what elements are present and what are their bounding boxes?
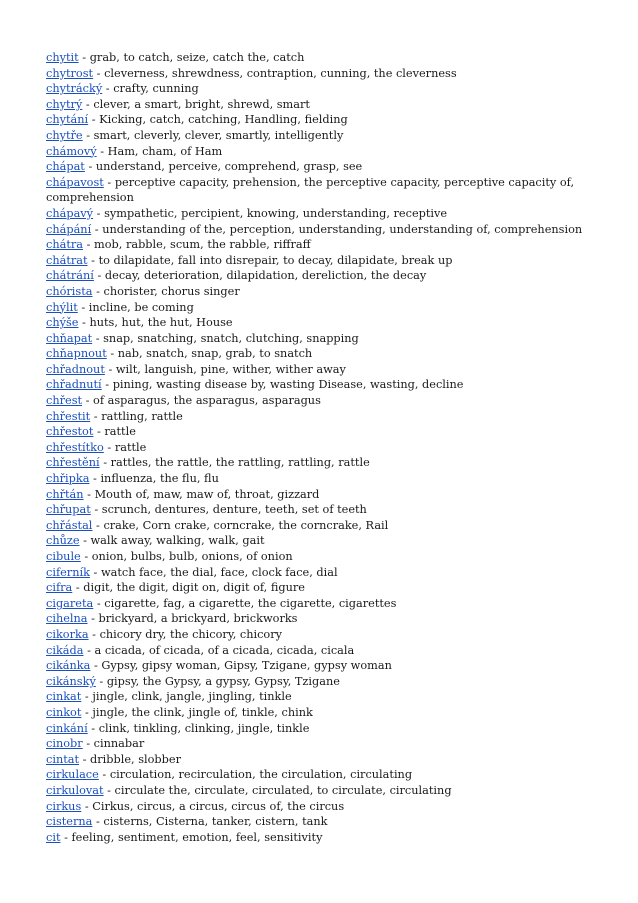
definition-text: nab, snatch, snap, grab, to snatch <box>117 347 313 361</box>
entry-list <box>46 50 606 845</box>
definition-text: Cirkus, circus, a circus, circus of, the circus <box>92 799 345 813</box>
separator: - <box>83 238 95 252</box>
headword-link[interactable]: cinkat <box>46 690 82 704</box>
separator: - <box>93 66 105 80</box>
definition-text: rattle <box>114 440 147 454</box>
dictionary-entry <box>46 284 606 300</box>
definition-text: cisterns, Cisterna, tanker, cistern, tank <box>103 815 328 829</box>
definition-text: watch face, the dial, face, clock face, dial <box>100 565 338 579</box>
headword-link[interactable]: cikorka <box>46 627 89 641</box>
headword-link[interactable]: cikánský <box>46 674 96 688</box>
separator: - <box>82 97 94 111</box>
dictionary-entry <box>46 580 606 596</box>
headword-link[interactable]: chýše <box>46 316 79 330</box>
definition-text: Gypsy, gipsy woman, Gipsy, Tzigane, gypsy woman <box>101 659 392 673</box>
separator: - <box>78 316 90 330</box>
definition-text: sympathetic, percipient, knowing, understanding, receptive <box>104 206 448 220</box>
separator: - <box>93 269 105 283</box>
separator: - <box>84 160 96 174</box>
headword-link[interactable]: chytrost <box>46 66 94 80</box>
dictionary-entry <box>46 767 606 783</box>
separator: - <box>82 394 94 408</box>
definition-text: smart, cleverly, clever, smartly, intelligently <box>93 128 344 142</box>
separator: - <box>90 409 102 423</box>
definition-text: chicory dry, the chicory, chicory <box>99 627 283 641</box>
headword-link[interactable]: chápavost <box>46 175 104 189</box>
definition-text: of asparagus, the asparagus, asparagus <box>93 394 321 408</box>
separator: - <box>81 705 93 719</box>
separator: - <box>90 659 102 673</box>
separator: - <box>81 799 93 813</box>
dictionary-entry <box>46 206 606 222</box>
definition-text: Ham, cham, of Ham <box>107 144 223 158</box>
headword-link[interactable]: cit <box>46 830 61 844</box>
dictionary-entry <box>46 346 606 362</box>
definition-text: digit, the digit, digit on, digit of, figure <box>83 581 305 595</box>
definition-text: walk away, walking, walk, gait <box>90 534 265 548</box>
headword-link[interactable]: chápání <box>46 222 92 236</box>
dictionary-entry <box>46 502 606 518</box>
separator: - <box>89 565 101 579</box>
dictionary-entry <box>46 424 606 440</box>
separator: - <box>81 690 93 704</box>
dictionary-entry <box>46 112 606 128</box>
headword-link[interactable]: chřestot <box>46 425 94 439</box>
definition-text: clever, a smart, bright, shrewd, smart <box>93 97 310 111</box>
dictionary-entry <box>46 471 606 487</box>
dictionary-entry <box>46 268 606 284</box>
headword-link[interactable]: chřestítko <box>46 440 104 454</box>
separator: - <box>88 627 100 641</box>
headword-link[interactable]: cintat <box>46 752 80 766</box>
separator: - <box>93 425 105 439</box>
separator: - <box>82 737 94 751</box>
separator: - <box>98 768 110 782</box>
headword-link[interactable]: chytrácký <box>46 82 103 96</box>
definition-text: onion, bulbs, bulb, onions, of onion <box>91 550 293 563</box>
separator: - <box>106 347 118 361</box>
definition-text: mob, rabble, scum, the rabble, riffraff <box>94 238 311 252</box>
definition-text: to dilapidate, fall into disrepair, to decay, dilapidate, break up <box>98 253 453 267</box>
separator: - <box>103 175 115 189</box>
definition-text: jingle, the clink, jingle of, tinkle, chink <box>92 705 313 719</box>
definition-text: understanding of the, perception, understanding, understanding of, comprehension <box>102 222 583 236</box>
dictionary-entry <box>46 596 606 612</box>
headword-link[interactable]: cikánka <box>46 659 91 673</box>
dictionary-entry <box>46 81 606 97</box>
dictionary-entry <box>46 50 606 66</box>
separator: - <box>92 518 104 532</box>
dictionary-entry <box>46 627 606 643</box>
headword-link[interactable]: cinobr <box>46 737 83 751</box>
dictionary-entry <box>46 362 606 378</box>
definition-text: dribble, slobber <box>90 752 181 766</box>
definition-text: crafty, cunning <box>113 82 199 96</box>
headword-link[interactable]: chátra <box>46 238 84 252</box>
dictionary-entry <box>46 300 606 316</box>
headword-link[interactable]: chápat <box>46 160 85 174</box>
headword-link[interactable]: chřestit <box>46 409 91 423</box>
dictionary-entry <box>46 440 606 456</box>
headword-link[interactable]: cirkulovat <box>46 783 104 797</box>
dictionary-entry <box>46 705 606 721</box>
headword-link[interactable]: chórista <box>46 284 93 298</box>
headword-link[interactable]: chytit <box>46 51 79 64</box>
definition-text: pining, wasting disease by, wasting Disease, wasting, decline <box>112 378 464 392</box>
headword-link[interactable]: chýlit <box>46 300 78 314</box>
headword-link[interactable]: cifra <box>46 581 73 595</box>
headword-link[interactable]: cirkus <box>46 799 82 813</box>
dictionary-entry <box>46 175 606 206</box>
dictionary-entry <box>46 144 606 160</box>
dictionary-entry <box>46 377 606 393</box>
definition-text: decay, deterioration, dilapidation, dereliction, the decay <box>104 269 427 283</box>
separator: - <box>99 456 111 470</box>
dictionary-entry <box>46 611 606 627</box>
definition-text: crake, Corn crake, corncrake, the corncrake, Rail <box>103 518 389 532</box>
definition-text: perceptive capacity, prehension, the perceptive capacity, perceptive capacity of, comprehension <box>46 175 575 205</box>
dictionary-entry <box>46 799 606 815</box>
definition-text: Mouth of, maw, maw of, throat, gizzard <box>94 487 320 501</box>
definition-text: feeling, sentiment, emotion, feel, sensitivity <box>71 830 323 844</box>
headword-link[interactable]: chřástal <box>46 518 93 532</box>
dictionary-entry <box>46 409 606 425</box>
definition-text: circulation, recirculation, the circulation, circulating <box>109 768 413 782</box>
definition-text: understand, perceive, comprehend, grasp, see <box>95 160 363 174</box>
headword-link[interactable]: cinkání <box>46 721 88 735</box>
separator: - <box>79 752 91 766</box>
definition-text: brickyard, a brickyard, brickworks <box>98 612 298 626</box>
definition-text: influenza, the flu, flu <box>100 472 219 486</box>
dictionary-entry <box>46 455 606 471</box>
headword-link[interactable]: cikáda <box>46 643 84 657</box>
separator: - <box>104 362 116 376</box>
dictionary-entry <box>46 721 606 737</box>
headword-link[interactable]: chřipka <box>46 472 90 486</box>
dictionary-entry <box>46 315 606 331</box>
headword-link[interactable]: cigareta <box>46 596 94 610</box>
headword-link[interactable]: chřtán <box>46 487 84 501</box>
headword-link[interactable]: chňapat <box>46 331 93 345</box>
separator: - <box>103 783 115 797</box>
definition-text: rattling, rattle <box>101 409 183 423</box>
headword-link[interactable]: chytře <box>46 128 83 142</box>
headword-link[interactable]: chřadnutí <box>46 378 102 392</box>
separator: - <box>83 643 95 657</box>
headword-link[interactable]: ciferník <box>46 565 90 579</box>
dictionary-entry <box>46 128 606 144</box>
definition-text: clink, tinkling, clinking, jingle, tinkle <box>98 721 310 735</box>
headword-link[interactable]: chytání <box>46 113 89 127</box>
definition-text: wilt, languish, pine, wither, wither away <box>115 362 346 376</box>
headword-link[interactable]: cibule <box>46 550 81 563</box>
separator: - <box>92 331 104 345</box>
dictionary-entry <box>46 331 606 347</box>
definition-text: a cicada, of cicada, of a cicada, cicada, cicala <box>94 643 355 657</box>
headword-link[interactable]: cinkot <box>46 705 82 719</box>
separator: - <box>103 440 115 454</box>
headword-link[interactable]: cihelna <box>46 612 88 626</box>
headword-link[interactable]: chřestění <box>46 456 100 470</box>
definition-text: huts, hut, the hut, House <box>89 316 233 330</box>
separator: - <box>90 503 102 517</box>
dictionary-entry <box>46 393 606 409</box>
headword-link[interactable]: chřadnout <box>46 362 105 376</box>
separator: - <box>87 612 99 626</box>
definition-text: grab, to catch, seize, catch the, catch <box>89 51 305 64</box>
separator: - <box>92 284 104 298</box>
definition-text: scrunch, dentures, denture, teeth, set of teeth <box>101 503 367 517</box>
headword-link[interactable]: chátrání <box>46 269 94 283</box>
separator: - <box>79 534 91 548</box>
definition-text: gipsy, the Gypsy, a gypsy, Gypsy, Tzigane <box>106 674 340 688</box>
separator: - <box>72 581 84 595</box>
definition-text: chorister, chorus singer <box>103 284 240 298</box>
definition-text: circulate the, circulate, circulated, to circulate, circulating <box>114 783 452 797</box>
separator: - <box>93 596 105 610</box>
headword-link[interactable]: chápavý <box>46 206 94 220</box>
dictionary-entry <box>46 66 606 82</box>
definition-text: snap, snatching, snatch, clutching, snapping <box>103 331 359 345</box>
dictionary-entry <box>46 643 606 659</box>
separator: - <box>60 830 72 844</box>
headword-link[interactable]: chámový <box>46 144 97 158</box>
dictionary-entry <box>46 752 606 768</box>
dictionary-entry <box>46 689 606 705</box>
headword-link[interactable]: chřupat <box>46 503 91 517</box>
dictionary-entry <box>46 549 606 565</box>
separator: - <box>96 144 108 158</box>
separator: - <box>88 113 100 127</box>
dictionary-entry <box>46 222 606 238</box>
separator: - <box>102 82 114 96</box>
headword-link[interactable]: chůze <box>46 534 80 548</box>
definition-text: rattles, the rattle, the rattling, rattling, rattle <box>110 456 370 470</box>
separator: - <box>95 674 107 688</box>
separator: - <box>87 721 99 735</box>
dictionary-entry <box>46 814 606 830</box>
dictionary-page <box>46 50 606 845</box>
headword-link[interactable]: chřest <box>46 394 83 408</box>
dictionary-entry <box>46 237 606 253</box>
separator: - <box>92 815 104 829</box>
dictionary-entry <box>46 159 606 175</box>
headword-link[interactable]: cirkulace <box>46 768 99 782</box>
headword-link[interactable]: chátrat <box>46 253 88 267</box>
dictionary-entry <box>46 518 606 534</box>
dictionary-entry <box>46 487 606 503</box>
definition-text: cleverness, shrewdness, contraption, cunning, the cleverness <box>104 66 457 80</box>
separator: - <box>101 378 113 392</box>
definition-text: incline, be coming <box>88 300 194 314</box>
separator: - <box>82 128 94 142</box>
separator: - <box>78 51 90 64</box>
separator: - <box>83 487 95 501</box>
dictionary-entry <box>46 658 606 674</box>
separator: - <box>91 222 103 236</box>
headword-link[interactable]: chňapnout <box>46 347 107 361</box>
separator: - <box>77 300 89 314</box>
headword-link[interactable]: chytrý <box>46 97 83 111</box>
dictionary-entry <box>46 253 606 269</box>
headword-link[interactable]: cisterna <box>46 815 93 829</box>
dictionary-entry <box>46 533 606 549</box>
dictionary-entry <box>46 783 606 799</box>
dictionary-entry <box>46 736 606 752</box>
dictionary-entry <box>46 830 606 846</box>
separator: - <box>87 253 99 267</box>
definition-text: cinnabar <box>93 737 145 751</box>
dictionary-entry <box>46 674 606 690</box>
definition-text: rattle <box>104 425 136 439</box>
definition-text: Kicking, catch, catching, Handling, fielding <box>99 113 348 127</box>
dictionary-entry <box>46 565 606 581</box>
separator: - <box>89 472 101 486</box>
dictionary-entry <box>46 97 606 113</box>
separator: - <box>93 206 105 220</box>
definition-text: jingle, clink, jangle, jingling, tinkle <box>92 690 292 704</box>
separator: - <box>80 550 92 563</box>
definition-text: cigarette, fag, a cigarette, the cigarette, cigarettes <box>104 596 397 610</box>
